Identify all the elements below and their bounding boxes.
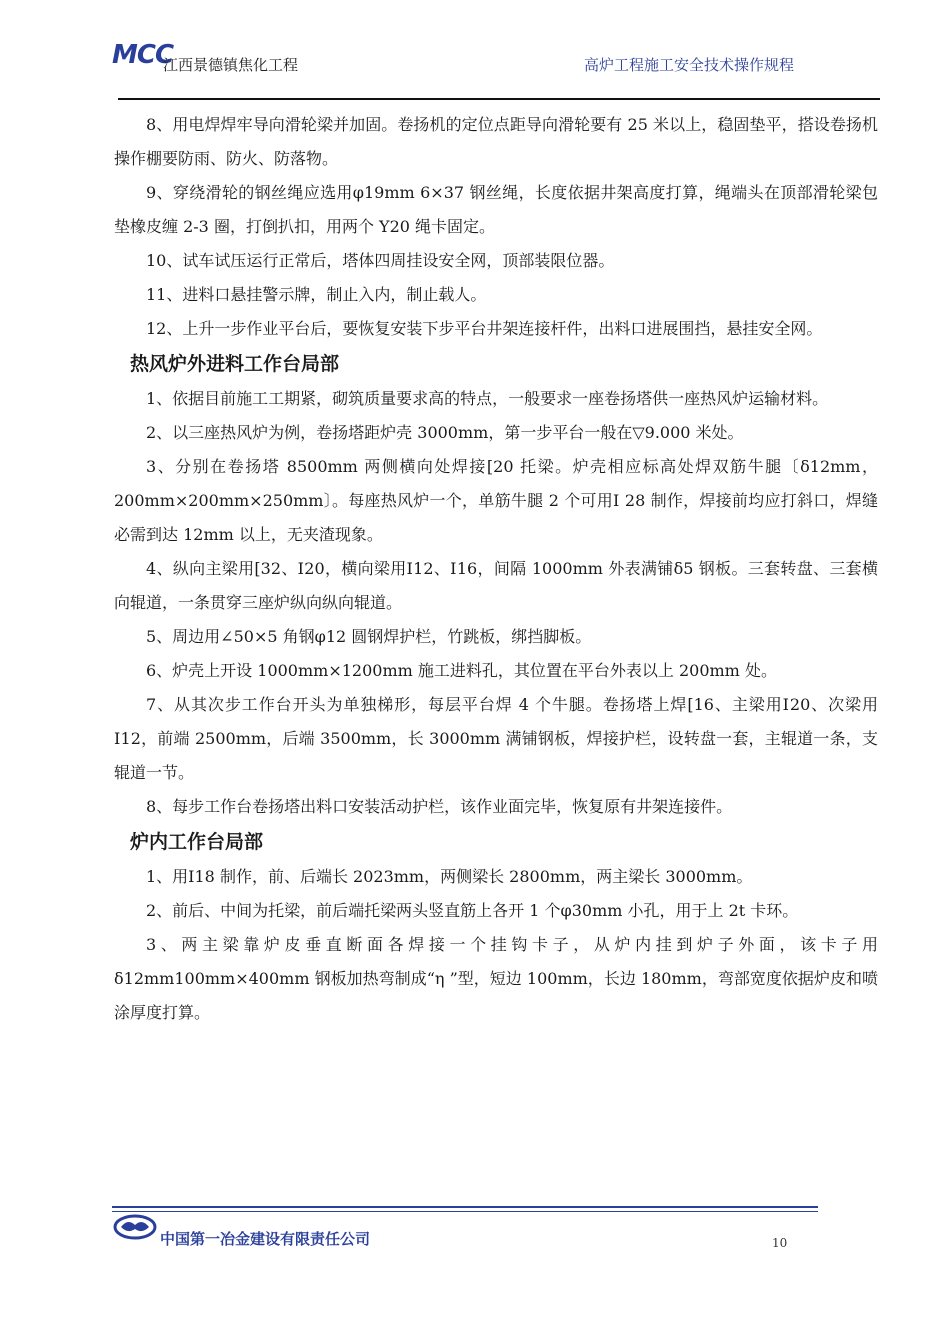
paragraph: 2、以三座热风炉为例，卷扬塔距炉壳 3000mm，第一步平台一般在▽9.000 米处。 — [146, 423, 744, 442]
paragraph: 6、炉壳上开设 1000mm×1200mm 施工进料孔，其位置在平台外表以上 200mm 处。 — [146, 661, 777, 680]
paragraph: 5、周边用∠50×5 角钢φ12 圆钢焊护栏，竹跳板，绑挡脚板。 — [146, 627, 592, 646]
paragraph: 8、每步工作台卷扬塔出料口安装活动护栏，该作业面完毕，恢复原有井架连接件。 — [146, 797, 733, 816]
paragraph: 4、纵向主梁用[32、Ⅰ20，横向梁用Ⅰ12、Ⅰ16，间隔 1000mm 外表满铺δ5 钢板。三套转盘、三套横向辊道，一条贯穿三座炉纵向纵向辊道。 — [114, 559, 878, 612]
paragraph: 10、试车试压运行正常后，塔体四周挂设安全网，顶部装限位器。 — [146, 251, 615, 270]
header-document-title: 高炉工程施工安全技术操作规程 — [584, 56, 795, 74]
footer-divider-bottom — [112, 1211, 818, 1212]
paragraph: 7、从其次步工作台开头为单独梯形，每层平台焊 4 个牛腿。卷扬塔上焊[16、主梁用Ⅰ20、次梁用Ⅰ12，前端 2500mm，后端 3500mm，长 3000mm 满铺钢板，焊接护栏，设转盘一套，主辊道一条，支辊道一节。 — [114, 695, 878, 782]
document-body — [114, 108, 878, 1030]
mcc-logo: MCC — [112, 40, 174, 70]
paragraph: 11、进料口悬挂警示牌，制止入内，制止载人。 — [146, 285, 487, 304]
paragraph: 3、两主梁靠炉皮垂直断面各焊接一个挂钩卡子，从炉内挂到炉子外面，该卡子用 δ12mm100mm×400mm 钢板加热弯制成“η ”型，短边 100mm，长边 180mm，弯部宽度依据炉皮和喷涂厚度打算。 — [114, 935, 878, 1022]
paragraph: 3、分别在卷扬塔 8500mm 两侧横向处焊接[20 托梁。炉壳相应标高处焊双筋牛腿〔δ12mm，200mm×200mm×250mm〕。每座热风炉一个，单筋牛腿 2 个可用Ⅰ 28 制作，焊接前均应打斜口，焊缝必需到达 12mm 以上，无夹渣现象。 — [114, 457, 878, 544]
paragraph: 2、前后、中间为托梁，前后端托梁两头竖直筋上各开 1 个φ30mm 小孔，用于上 2t 卡环。 — [146, 901, 799, 920]
paragraph: 12、上升一步作业平台后，要恢复安装下步平台井架连接杆件，出料口进展围挡，悬挂安全网。 — [146, 319, 823, 338]
section-heading-hot-blast-stove: 热风炉外进料工作台局部 — [130, 353, 340, 375]
header-project-name: 江西景德镇焦化工程 — [163, 56, 299, 74]
paragraph: 9、穿绕滑轮的钢丝绳应选用φ19mm 6×37 钢丝绳，长度依据井架高度打算，绳端头在顶部滑轮梁包垫橡皮缠 2-3 圈，打倒扒扣，用两个 Y20 绳卡固定。 — [114, 183, 878, 236]
paragraph: 8、用电焊焊牢导向滑轮梁并加固。卷扬机的定位点距导向滑轮要有 25 米以上，稳固垫平，搭设卷扬机操作棚要防雨、防火、防落物。 — [114, 115, 878, 168]
footer-company-name: 中国第一冶金建设有限责任公司 — [160, 1230, 371, 1248]
header-divider — [118, 98, 880, 100]
section-heading-furnace-interior: 炉内工作台局部 — [130, 831, 264, 853]
paragraph: 1、依据目前施工工期紧，砌筑质量要求高的特点，一般要求一座卷扬塔供一座热风炉运输材料。 — [146, 389, 829, 408]
company-emblem-icon — [112, 1212, 158, 1242]
footer-divider-top — [112, 1206, 818, 1208]
page-number: 10 — [772, 1236, 788, 1250]
paragraph: 1、用Ⅰ18 制作，前、后端长 2023mm，两侧梁长 2800mm，两主梁长 3000mm。 — [146, 867, 753, 886]
